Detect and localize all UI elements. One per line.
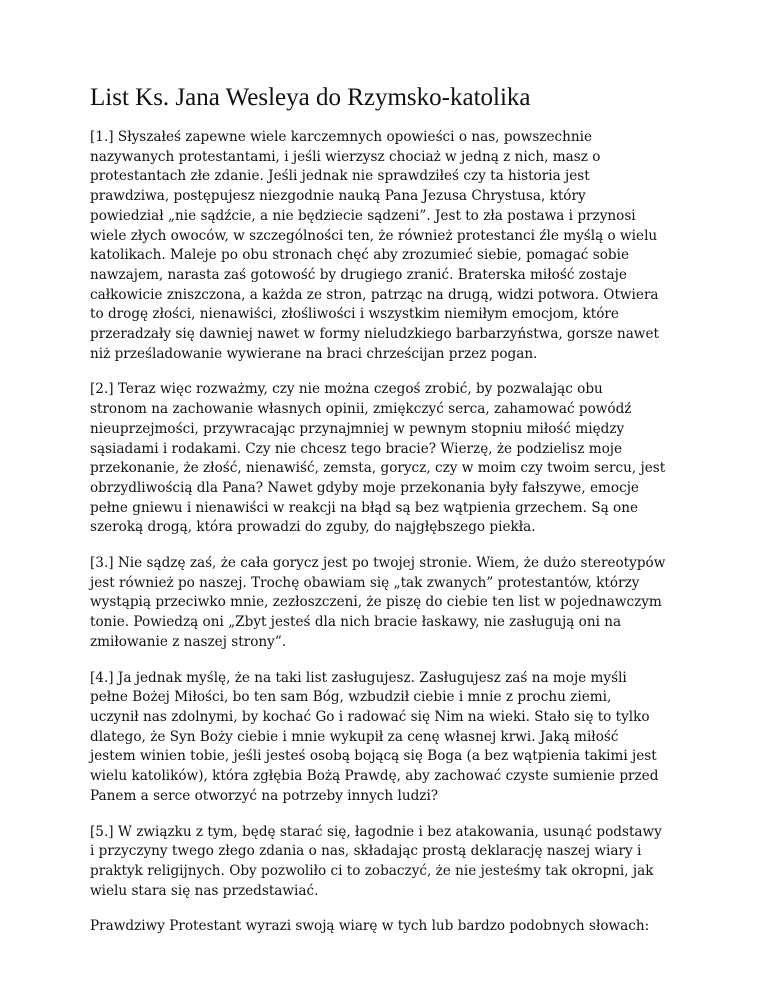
paragraph-line: dlatego, że Syn Boży ciebie i mnie wykupił za cenę własnej krwi. Jaką miłość: [90, 728, 619, 745]
paragraph-5: [90, 823, 690, 902]
paragraph-line: powiedział „nie sądźcie, a nie będziecie sądzeni”. Jest to zła postawa i przynosi: [90, 207, 636, 224]
paragraph-line: pełne Bożej Miłości, bo ten sam Bóg, wzbudził ciebie i mnie z prochu ziemi,: [90, 689, 612, 706]
paragraph-line: przeradzały się dawniej nawet w formy nieludzkiego barbarzyństwa, gorsze nawet: [90, 326, 659, 343]
paragraph-line: niż prześladowanie wywierane na braci chrześcijan przez pogan.: [90, 345, 538, 362]
paragraph-line: [1.] Słyszałeś zapewne wiele karczemnych opowieści o nas, powszechnie: [90, 129, 593, 145]
paragraph-2: [90, 380, 690, 538]
paragraph-3: [90, 554, 690, 653]
paragraph-line: nawzajem, narasta zaś gotowość by drugiego zranić. Braterska miłość zostaje: [90, 266, 627, 283]
paragraph-line: wiele złych owoców, w szczególności ten, że również protestanci źle myślą o wielu: [90, 227, 658, 244]
paragraph-line: prawdziwa, postępujesz niezgodnie nauką Pana Jezusa Chrystusa, który: [90, 188, 586, 205]
paragraph-line: wielu stara się nas przedstawiać.: [90, 882, 319, 899]
paragraph-line: to drogę złości, nienawiści, złośliwości i wszystkim niemiłym emocjom, które: [90, 306, 619, 323]
paragraph-line: zmiłowanie z naszej strony”.: [90, 633, 287, 650]
paragraph-line: praktyk religijnych. Oby pozwoliło ci to zobaczyć, że nie jesteśmy tak okropni, jak: [90, 862, 654, 879]
paragraph-6: [90, 917, 690, 937]
paragraph-line: [5.] W związku z tym, będę starać się, łagodnie i bez atakowania, usunąć podstawy: [90, 823, 662, 840]
paragraph-line: nazywanych protestantami, i jeśli wierzysz chociaż w jedną z nich, masz o: [90, 148, 601, 165]
paragraph-line: jest również po naszej. Trochę obawiam się „tak zwanych” protestantów, którzy: [90, 574, 640, 591]
paragraph-line: Panem a serce otworzyć na potrzeby innych ludzi?: [90, 787, 439, 804]
paragraph-line: wystąpią przeciwko mnie, zezłoszczeni, że piszę do ciebie ten list w pojednawczym: [90, 594, 662, 611]
document-title: List Ks. Jana Wesleya do Rzymsko-katolika: [90, 84, 531, 111]
paragraph-line: katolikach. Maleje po obu stronach chęć aby zrozumieć siebie, pomagać sobie: [90, 247, 629, 264]
paragraph-line: [2.] Teraz więc rozważmy, czy nie można czegoś zrobić, by pozwalając obu: [90, 381, 603, 398]
paragraph-line: [4.] Ja jednak myślę, że na taki list zasługujesz. Zasługujesz zaś na moje myśli: [90, 669, 627, 686]
paragraph-1: [90, 128, 690, 364]
paragraph-line: wielu katolików), która zgłębia Bożą Prawdę, aby zachować czyste sumienie przed: [90, 768, 659, 785]
paragraph-line: uczynił nas zdolnymi, by kochać Go i radować się Nim na wieki. Stało się to tylko: [90, 708, 650, 725]
paragraph-line: protestantach złe zdanie. Jeśli jednak nie sprawdziłeś czy ta historia jest: [90, 168, 590, 185]
paragraph-line: tonie. Powiedzą oni „Zbyt jesteś dla nich bracie łaskawy, nie zasługują oni na: [90, 614, 622, 631]
paragraph-line: Prawdziwy Protestant wyrazi swoją wiarę w tych lub bardzo podobnych słowach:: [90, 918, 650, 935]
paragraph-line: jestem winien tobie, jeśli jesteś osobą bojącą się Boga (a bez wątpienia takimi jest: [90, 748, 657, 765]
paragraph-4: [90, 669, 690, 807]
paragraph-line: stronom na zachowanie własnych opinii, zmiękczyć serca, zahamować powódź: [90, 401, 632, 418]
paragraph-line: pełne gniewu i nienawiści w reakcji na błąd są bez wątpienia grzechem. Są one: [90, 499, 639, 516]
document-page: [90, 82, 690, 953]
paragraph-line: [3.] Nie sądzę zaś, że cała gorycz jest po twojej stronie. Wiem, że dużo stereotypów: [90, 555, 666, 572]
paragraph-line: nieuprzejmości, przywracając przynajmniej w pewnym stopniu miłość między: [90, 420, 625, 437]
paragraph-line: sąsiadami i rodakami. Czy nie chcesz tego bracie? Wierzę, że podzielisz moje: [90, 440, 623, 457]
paragraph-line: całkowicie zniszczona, a każda ze stron, patrząc na drugą, widzi potwora. Otwiera: [90, 286, 659, 303]
paragraph-line: szeroką drogą, która prowadzi do zguby, do najgłębszego piekła.: [90, 519, 536, 536]
paragraph-line: i przyczyny twego złego zdania o nas, składając prostą deklarację naszej wiary i: [90, 843, 642, 860]
paragraph-line: przekonanie, że złość, nienawiść, zemsta, gorycz, czy w moim czy twoim sercu, jest: [90, 460, 666, 477]
paragraph-line: obrzydliwością dla Pana? Nawet gdyby moje przekonania były fałszywe, emocje: [90, 479, 639, 496]
